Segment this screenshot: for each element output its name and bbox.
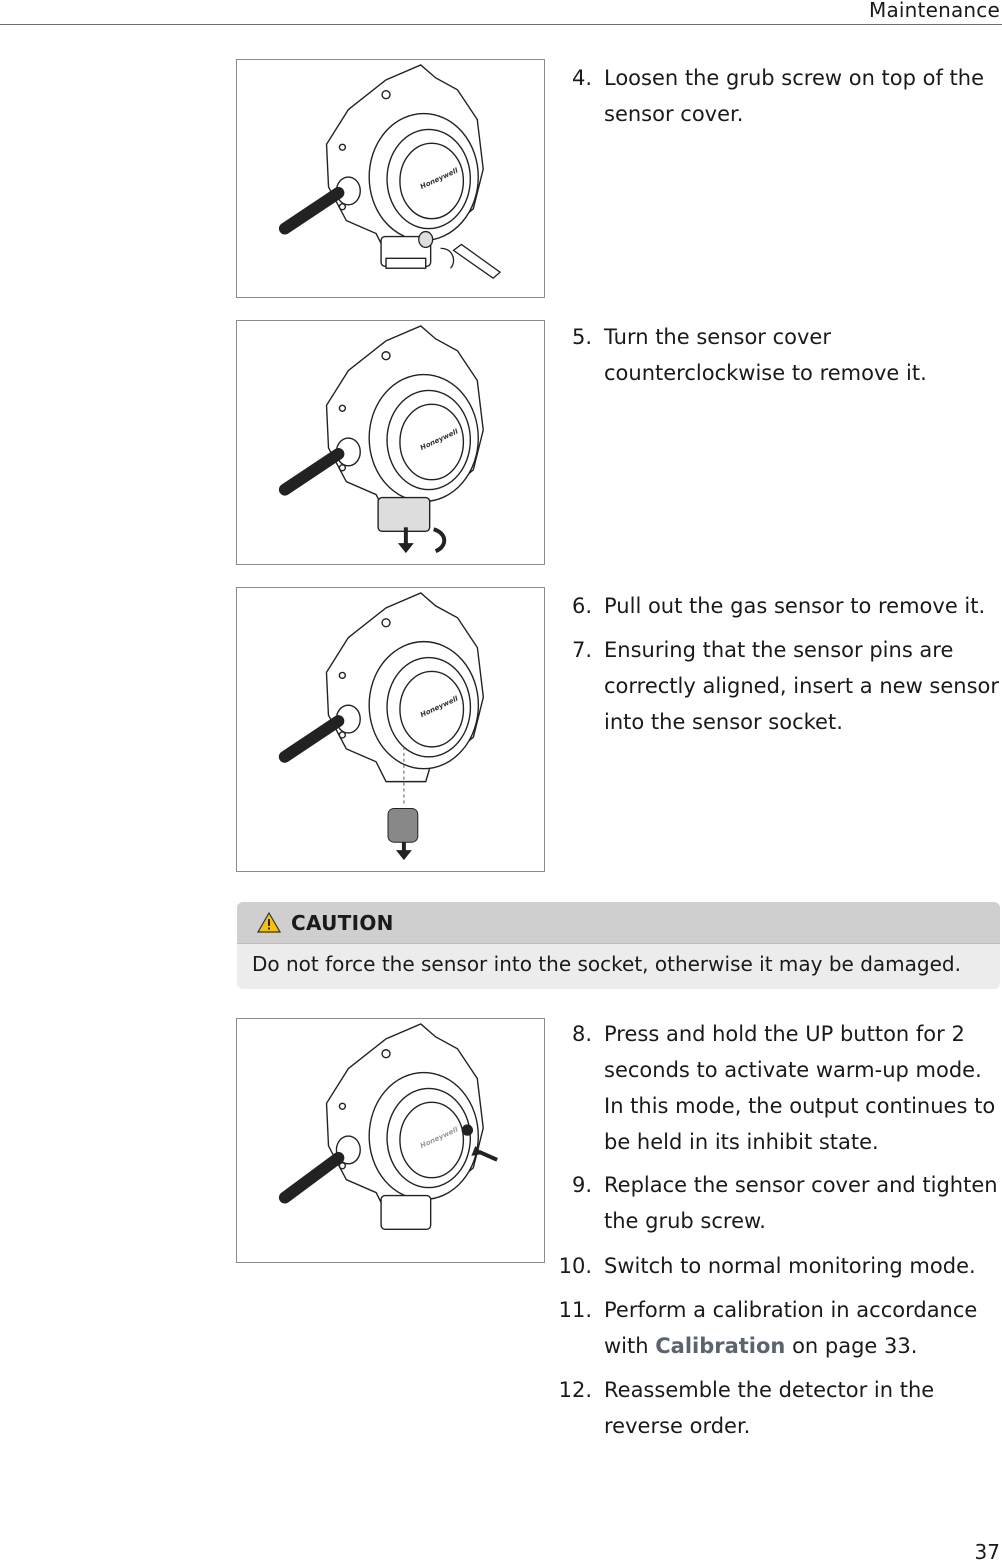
figure-up-button: [236, 1018, 545, 1263]
step-6: 6. Pull out the gas sensor to remove it.: [571, 594, 986, 618]
detector-illustration: [237, 588, 544, 871]
warning-triangle-icon: [257, 912, 281, 933]
figure-grub-screw: [236, 59, 545, 298]
step-8: 8. Press and hold the UP button for 2 seconds to activate warm-up mode. In this mode, the output continues to be held in its inhibit state.: [571, 1022, 996, 1154]
step-4: 4. Loosen the grub screw on top of the sensor cover.: [571, 66, 985, 126]
detector-illustration: [237, 321, 544, 564]
caution-title: CAUTION: [291, 910, 394, 935]
step-10: 10. Switch to normal monitoring mode.: [558, 1254, 976, 1278]
step-7: 7. Ensuring that the sensor pins are correctly aligned, insert a new sensor into the sensor socket.: [571, 638, 1000, 734]
figure-gas-sensor: [236, 587, 545, 872]
detector-illustration: [237, 1019, 544, 1262]
section-header: Maintenance: [869, 0, 1000, 22]
page-number: 37: [974, 1540, 1000, 1564]
caution-text: Do not force the sensor into the socket, otherwise it may be damaged.: [252, 952, 961, 976]
step-11: 11. Perform a calibration in accordance with Calibration on page 33.: [558, 1298, 978, 1358]
logo-mark: Honeywell: [419, 427, 460, 453]
calibration-link[interactable]: Calibration: [655, 1334, 786, 1358]
logo-mark: Honeywell: [419, 694, 460, 720]
figure-sensor-cover: [236, 320, 545, 565]
caution-box: [237, 902, 1000, 989]
logo-mark: Honeywell: [419, 166, 460, 191]
step-12: 12. Reassemble the detector in the reverse order.: [558, 1378, 935, 1438]
step-9: 9. Replace the sensor cover and tighten the grub screw.: [571, 1173, 998, 1233]
detector-illustration: [237, 60, 544, 297]
logo-mark: Honeywell: [419, 1125, 460, 1151]
caution-header: [237, 902, 1000, 944]
step-5: 5. Turn the sensor cover counterclockwise to remove it.: [571, 325, 927, 385]
header-rule: [0, 24, 1002, 25]
